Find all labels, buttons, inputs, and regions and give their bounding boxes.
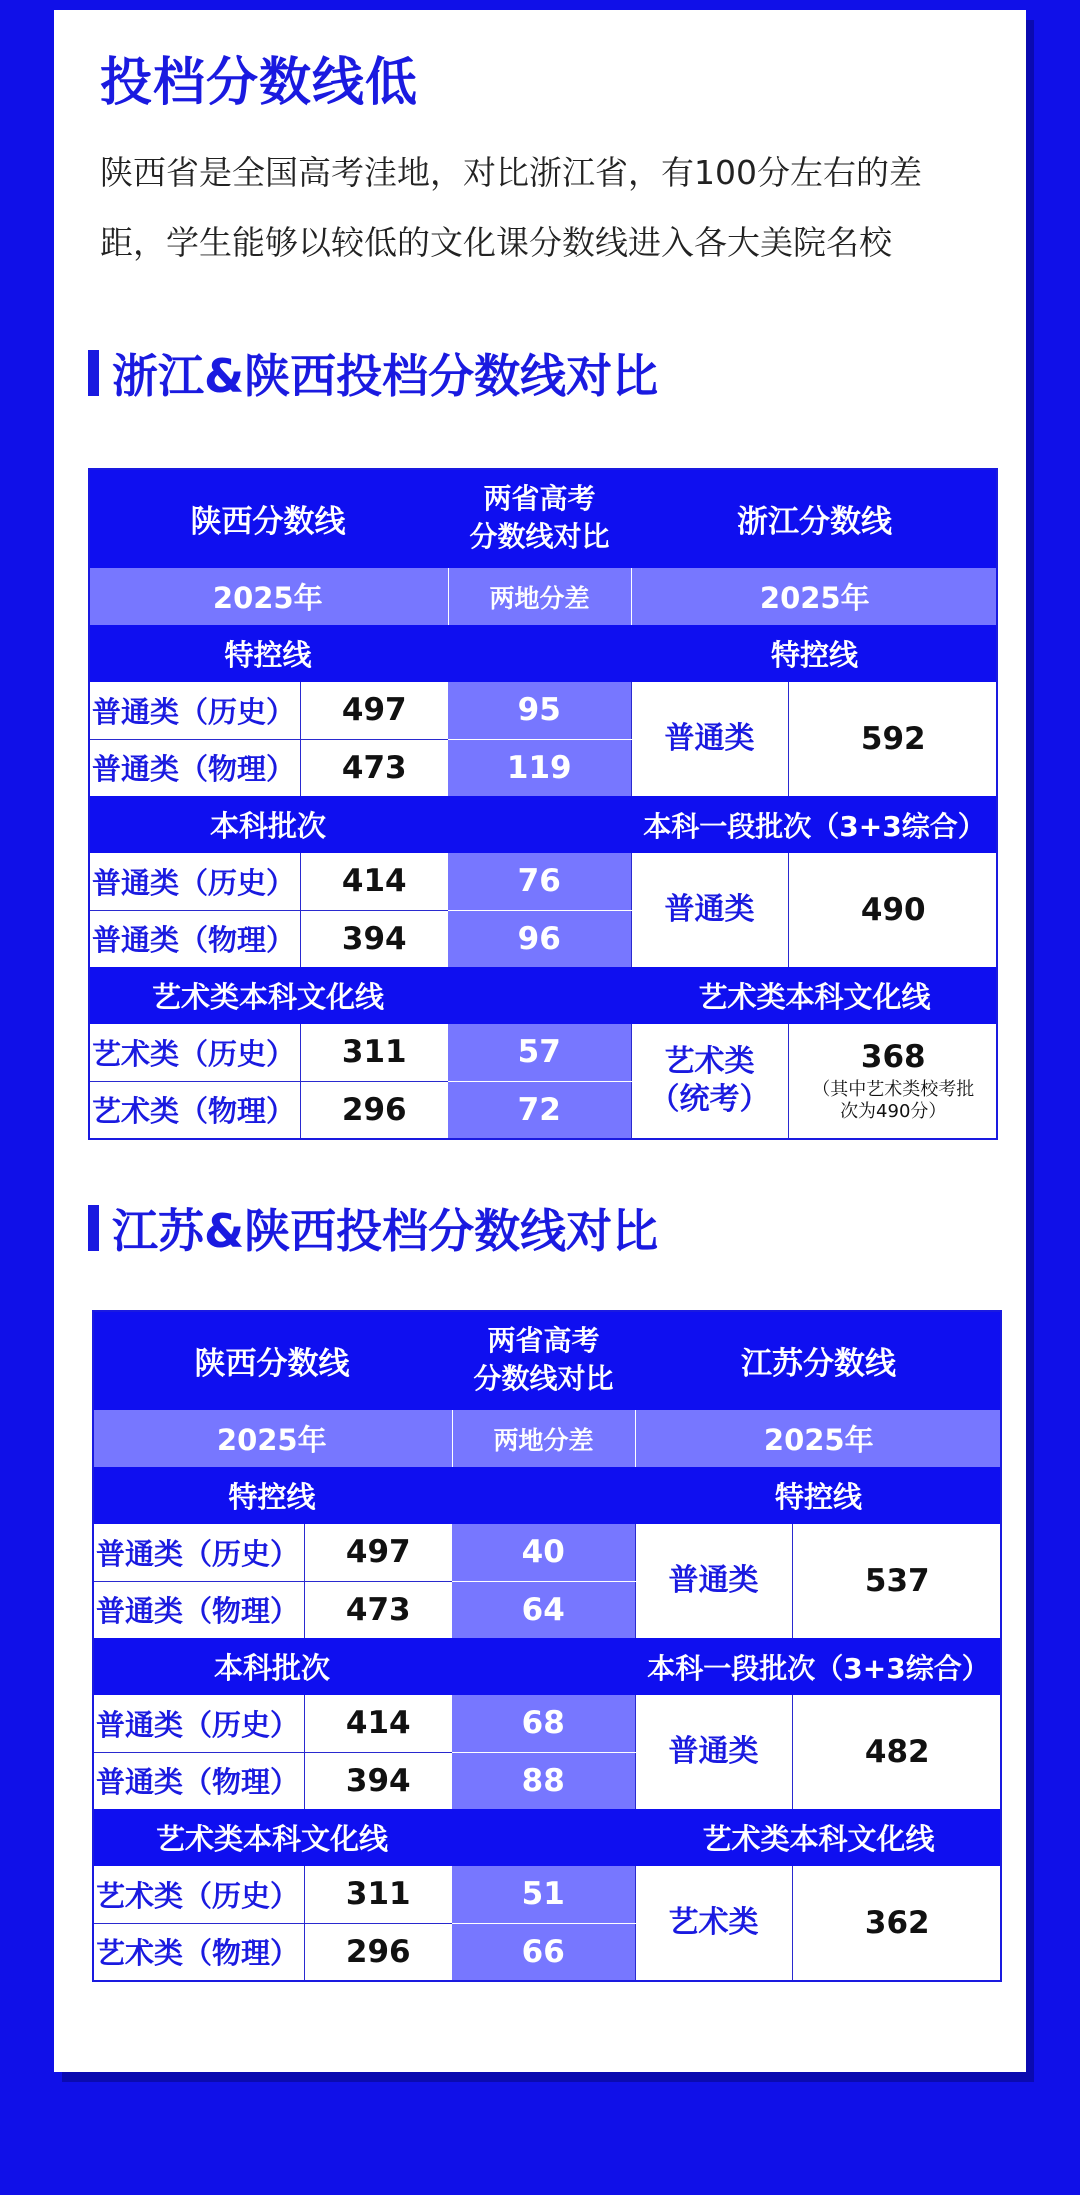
row-difference: 96 bbox=[448, 910, 631, 967]
row-difference: 57 bbox=[448, 1024, 631, 1081]
row-label: 普通类（历史） bbox=[88, 853, 300, 910]
jiangsu-comparison-table bbox=[92, 1310, 1002, 1980]
row-value: 394 bbox=[304, 1752, 452, 1809]
section-spacer bbox=[452, 1809, 635, 1866]
row-difference: 51 bbox=[452, 1866, 635, 1923]
content-card bbox=[54, 10, 1026, 2072]
page-title: 投档分数线低 bbox=[100, 53, 419, 113]
zhejiang-category: 普通类 bbox=[631, 853, 788, 967]
row-difference: 68 bbox=[452, 1695, 635, 1752]
intro-paragraph bbox=[100, 138, 1000, 278]
section-title-zhejiang: 浙江&陕西投档分数线对比 bbox=[88, 340, 658, 406]
zhejiang-category-line-2: （统考） bbox=[649, 1082, 770, 1117]
jiangsu-value: 537 bbox=[792, 1524, 1002, 1638]
row-difference: 66 bbox=[452, 1923, 635, 1980]
zhejiang-value-cell bbox=[788, 1024, 998, 1138]
row-label: 艺术类（物理） bbox=[88, 1081, 300, 1138]
jiangsu-year: 2025年 bbox=[635, 1410, 1002, 1467]
shaanxi-year: 2025年 bbox=[88, 568, 448, 625]
jiangsu-value: 362 bbox=[792, 1866, 1002, 1980]
jiangsu-section-title: 艺术类本科文化线 bbox=[635, 1809, 1002, 1866]
jiangsu-category: 艺术类 bbox=[635, 1866, 792, 1980]
shaanxi-year: 2025年 bbox=[92, 1410, 452, 1467]
row-value: 473 bbox=[304, 1581, 452, 1638]
row-value: 497 bbox=[304, 1524, 452, 1581]
row-label: 普通类（物理） bbox=[92, 1581, 304, 1638]
row-difference: 95 bbox=[448, 682, 631, 739]
row-value: 311 bbox=[300, 1024, 448, 1081]
row-difference: 40 bbox=[452, 1524, 635, 1581]
row-label: 普通类（物理） bbox=[92, 1752, 304, 1809]
zhejiang-value: 490 bbox=[788, 853, 998, 967]
row-label: 普通类（历史） bbox=[92, 1524, 304, 1581]
row-difference: 88 bbox=[452, 1752, 635, 1809]
zhejiang-category bbox=[631, 1024, 788, 1138]
row-label: 艺术类（历史） bbox=[88, 1024, 300, 1081]
shaanxi-section-title: 艺术类本科文化线 bbox=[88, 967, 448, 1024]
section-spacer bbox=[452, 1638, 635, 1695]
row-difference: 64 bbox=[452, 1581, 635, 1638]
shaanxi-section-title: 本科批次 bbox=[92, 1638, 452, 1695]
section-title-jiangsu: 江苏&陕西投档分数线对比 bbox=[88, 1195, 658, 1261]
row-value: 473 bbox=[300, 739, 448, 796]
zhejiang-category: 普通类 bbox=[631, 682, 788, 796]
comparison-header-line-2: 分数线对比 bbox=[473, 1362, 614, 1395]
shaanxi-section-title: 特控线 bbox=[88, 625, 448, 682]
jiangsu-section-title: 本科一段批次（3+3综合） bbox=[635, 1638, 1002, 1695]
section-spacer bbox=[448, 967, 631, 1024]
row-value: 296 bbox=[304, 1923, 452, 1980]
note-line-1: （其中艺术类校考批 bbox=[812, 1079, 975, 1100]
difference-subheader: 两地分差 bbox=[452, 1410, 635, 1467]
jiangsu-section-title: 特控线 bbox=[635, 1467, 1002, 1524]
section-spacer bbox=[452, 1467, 635, 1524]
row-value: 394 bbox=[300, 910, 448, 967]
zhejiang-year: 2025年 bbox=[631, 568, 998, 625]
zhejiang-value: 592 bbox=[788, 682, 998, 796]
shaanxi-header: 陕西分数线 bbox=[92, 1310, 452, 1410]
row-label: 普通类（历史） bbox=[88, 682, 300, 739]
comparison-header-line-1: 两省高考 bbox=[487, 1324, 600, 1357]
zhejiang-section-title: 艺术类本科文化线 bbox=[631, 967, 998, 1024]
row-difference: 72 bbox=[448, 1081, 631, 1138]
shaanxi-header: 陕西分数线 bbox=[88, 468, 448, 568]
comparison-header-line-2: 分数线对比 bbox=[469, 520, 610, 553]
zhejiang-category-line-1: 艺术类 bbox=[664, 1044, 755, 1079]
zhejiang-value-note bbox=[789, 1079, 999, 1123]
intro-line-1: 陕西省是全国高考洼地，对比浙江省，有100分左右的差 bbox=[100, 153, 922, 192]
shaanxi-section-title: 艺术类本科文化线 bbox=[92, 1809, 452, 1866]
jiangsu-value: 482 bbox=[792, 1695, 1002, 1809]
zhejiang-value: 368 bbox=[860, 1039, 926, 1075]
zhejiang-comparison-table bbox=[88, 468, 998, 1138]
zhejiang-section-title: 特控线 bbox=[631, 625, 998, 682]
row-label: 普通类（物理） bbox=[88, 910, 300, 967]
row-label: 艺术类（物理） bbox=[92, 1923, 304, 1980]
zhejiang-header: 浙江分数线 bbox=[631, 468, 998, 568]
row-value: 296 bbox=[300, 1081, 448, 1138]
row-difference: 119 bbox=[448, 739, 631, 796]
jiangsu-header: 江苏分数线 bbox=[635, 1310, 1002, 1410]
row-label: 普通类（物理） bbox=[88, 739, 300, 796]
difference-subheader: 两地分差 bbox=[448, 568, 631, 625]
comparison-header bbox=[452, 1310, 635, 1410]
jiangsu-category: 普通类 bbox=[635, 1695, 792, 1809]
shaanxi-section-title: 本科批次 bbox=[88, 796, 448, 853]
zhejiang-section-title: 本科一段批次（3+3综合） bbox=[631, 796, 998, 853]
section-spacer bbox=[448, 796, 631, 853]
row-difference: 76 bbox=[448, 853, 631, 910]
row-label: 普通类（历史） bbox=[92, 1695, 304, 1752]
shaanxi-section-title: 特控线 bbox=[92, 1467, 452, 1524]
row-value: 311 bbox=[304, 1866, 452, 1923]
note-line-2: 次为490分） bbox=[840, 1101, 947, 1122]
row-value: 414 bbox=[300, 853, 448, 910]
comparison-header-line-1: 两省高考 bbox=[483, 482, 596, 515]
row-value: 497 bbox=[300, 682, 448, 739]
comparison-header bbox=[448, 468, 631, 568]
jiangsu-category: 普通类 bbox=[635, 1524, 792, 1638]
row-value: 414 bbox=[304, 1695, 452, 1752]
intro-line-2: 距，学生能够以较低的文化课分数线进入各大美院名校 bbox=[100, 223, 892, 262]
section-spacer bbox=[448, 625, 631, 682]
row-label: 艺术类（历史） bbox=[92, 1866, 304, 1923]
